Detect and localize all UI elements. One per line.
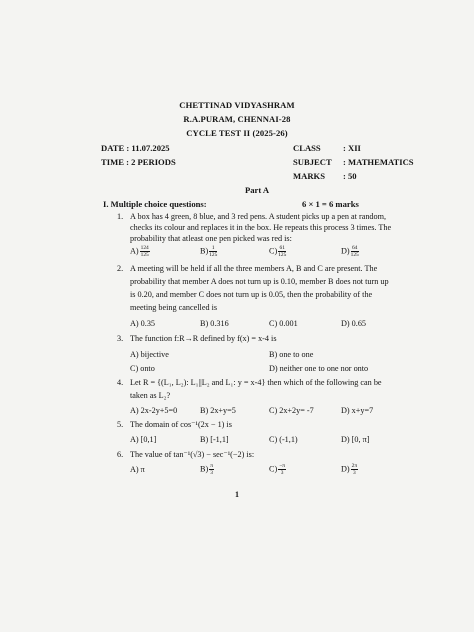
- q4-line-2: taken as L₂?: [130, 391, 171, 400]
- q5-line: The domain of cos⁻¹(2x − 1) is: [130, 420, 232, 429]
- q3-option-c: C) onto: [130, 364, 155, 373]
- q3-option-b: B) one to one: [269, 350, 314, 359]
- q2-line-4: meeting being cancelled is: [130, 303, 218, 312]
- q1-option-c: C) $\frac{61}{125}$: [269, 245, 287, 258]
- class-label: CLASS: [293, 143, 321, 153]
- q2-option-a: A) 0.35: [130, 319, 156, 328]
- q1-option-a: A) $\frac{124}{125}$: [130, 245, 149, 258]
- q2-line-2: probability that member A does not turn up is 0.10, member B does not turn up: [130, 277, 389, 286]
- marks-value: : 50: [343, 171, 357, 181]
- q6-option-c: C) $\frac{-\pi}{3}$: [269, 463, 285, 476]
- marks-label: MARKS: [293, 171, 325, 181]
- q1-line-2: checks its colour and replaces it in the box. He repeats this process 3 times. The: [130, 223, 392, 232]
- fraction: $\frac{2\pi}{3}$: [351, 463, 358, 476]
- fraction: $\frac{-\pi}{3}$: [279, 463, 285, 476]
- q2-line-3: is 0.20, and member C does not turn up is 0.05, then the probability of the: [130, 290, 373, 299]
- q2-option-c: C) 0.001: [269, 319, 298, 328]
- part-heading: Part A: [245, 185, 270, 195]
- fraction: $\frac{1}{125}$: [209, 245, 218, 258]
- q1-number: 1.: [117, 212, 124, 221]
- q5-option-b: B) [-1,1]: [200, 435, 229, 444]
- q1-option-b: B) $\frac{1}{125}$: [200, 245, 218, 258]
- q5-option-a: A) [0,1]: [130, 435, 157, 444]
- q6-number: 6.: [117, 450, 124, 459]
- q2-option-b: B) 0.316: [200, 319, 229, 328]
- q4-option-a: A) 2x-2y+5=0: [130, 406, 178, 415]
- q1-option-d: D) $\frac{64}{125}$: [341, 245, 359, 258]
- q4-option-d: D) x+y=7: [341, 406, 374, 415]
- school-address: R.A.PURAM, CHENNAI-28: [183, 114, 291, 124]
- q2-option-d: D) 0.65: [341, 319, 367, 328]
- fraction: $\frac{64}{125}$: [350, 245, 359, 258]
- q1-line-1: A box has 4 green, 8 blue, and 3 red pens. A student picks up a pen at random,: [130, 212, 387, 221]
- page-number: 1: [235, 490, 239, 499]
- subject-value: : MATHEMATICS: [343, 157, 414, 167]
- q6-option-a: A) π: [130, 465, 145, 474]
- class-value: : XII: [343, 143, 361, 153]
- q5-option-c: C) (-1,1): [269, 435, 298, 444]
- fraction: $\frac{61}{125}$: [278, 245, 287, 258]
- q6-option-b: B) $\frac{\pi}{3}$: [200, 463, 213, 476]
- q3-option-d: D) neither one to one nor onto: [269, 364, 369, 373]
- q4-option-c: C) 2x+2y= -7: [269, 406, 314, 415]
- q4-number: 4.: [117, 378, 124, 387]
- q4-option-b: B) 2x+y=5: [200, 406, 236, 415]
- fraction: $\frac{\pi}{3}$: [210, 463, 213, 476]
- q6-line: The value of tan⁻¹(√3) − sec⁻¹(−2) is:: [130, 450, 255, 459]
- subject-label: SUBJECT: [293, 157, 332, 167]
- q6-option-d: D) $\frac{2\pi}{3}$: [341, 463, 358, 476]
- q3-number: 3.: [117, 334, 124, 343]
- q3-option-a: A) bijective: [130, 350, 169, 359]
- q5-option-d: D) [0, π]: [341, 435, 370, 444]
- section-marks: 6 × 1 = 6 marks: [302, 199, 359, 209]
- exam-title: CYCLE TEST II (2025-26): [186, 128, 288, 138]
- q1-line-3: probability that atleast one pen picked was red is:: [130, 234, 292, 243]
- section-title: I. Multiple choice questions:: [103, 199, 207, 209]
- q2-number: 2.: [117, 264, 124, 273]
- school-name: CHETTINAD VIDYASHRAM: [179, 100, 295, 110]
- fraction: $\frac{124}{125}$: [140, 245, 149, 258]
- exam-time: TIME : 2 PERIODS: [101, 157, 176, 167]
- q3-line: The function f:R→R defined by f(x) = x-4 is: [130, 334, 277, 343]
- q4-line-1: Let R = {(L₁, L₂): L₁||L₂ and L₁: y = x-4} then which of the following can be: [130, 378, 382, 387]
- q5-number: 5.: [117, 420, 124, 429]
- q2-line-1: A meeting will be held if all the three members A, B and C are present. The: [130, 264, 378, 273]
- exam-date: DATE : 11.07.2025: [101, 143, 170, 153]
